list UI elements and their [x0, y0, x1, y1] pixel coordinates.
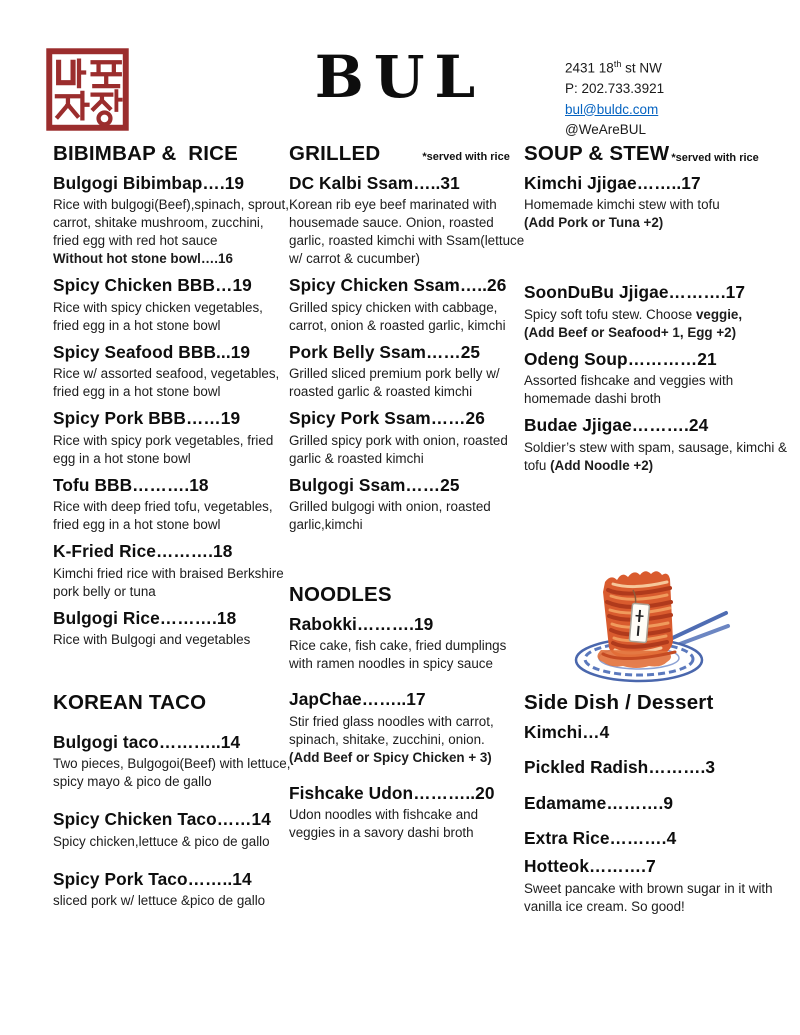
menu-item-name: Extra Rice……….4: [524, 828, 677, 849]
menu-item-name: Spicy Pork Taco……..14: [53, 868, 252, 889]
section-title: [53, 141, 291, 167]
description-segment: Rice with deep fried tofu, vegetables, fried egg in a hot stone bowl: [53, 499, 273, 533]
menu-item-description: [524, 306, 790, 342]
menu-item-name: Kimchi Jjigae……..17: [524, 172, 701, 193]
menu-item-name: Bulgogi Rice……….18: [53, 607, 237, 628]
menu-item-name: Pork Belly Ssam……25: [289, 341, 481, 362]
menu-item: [289, 173, 527, 268]
menu-item-name: SoonDuBu Jjigae……….17: [524, 282, 746, 303]
section-title-text: BIBIMBAP & RICE: [53, 142, 239, 165]
description-segment: Spicy chicken,lettuce & pico de gallo: [53, 833, 270, 849]
menu-item: [289, 408, 527, 468]
menu-item-description: [524, 880, 792, 916]
menu-item: [289, 614, 527, 674]
menu-item: [524, 415, 790, 475]
menu-item-name: Edamame……….9: [524, 792, 674, 813]
description-bold-segment: (Add Pork or Tuna +2): [524, 215, 664, 231]
menu-item-name: Spicy Chicken BBB…19: [53, 275, 252, 296]
menu-item: [289, 275, 527, 335]
menu-item: [53, 869, 291, 911]
menu-item: [289, 689, 527, 766]
description-segment: Grilled bulgogi with onion, roasted garlic,kimchi: [289, 499, 491, 533]
menu-item-name: Spicy Pork BBB……19: [53, 408, 241, 429]
description-segment: Rice w/ assorted seafood, vegetables, fried egg in a hot stone bowl: [53, 366, 280, 400]
description-segment: Stir fried glass noodles with carrot, spinach, shitake, zucchini, onion.: [289, 713, 494, 747]
menu-item-name: K-Fried Rice……….18: [53, 541, 233, 562]
menu-item-name: Odeng Soup…………21: [524, 348, 717, 369]
section-noodles: [289, 582, 527, 858]
section-title: [53, 690, 291, 716]
menu-item-name: Fishcake Udon………..20: [289, 782, 495, 803]
menu-item-name: Spicy Seafood BBB...19: [53, 341, 251, 362]
section-note: *served with rice: [422, 151, 510, 163]
section-title: [289, 582, 527, 608]
section-bibimbap-rice: [53, 141, 291, 656]
menu-item-name: Tofu BBB……….18: [53, 474, 209, 495]
description-bold-segment: (Add Noodle +2): [550, 457, 654, 473]
description-segment: Kimchi fried rice with braised Berkshire pork belly or tuna: [53, 565, 284, 599]
menu-item: [524, 173, 790, 233]
description-segment: Rice with spicy pork vegetables, fried egg in a hot stone bowl: [53, 432, 274, 466]
menu-item-name: Pickled Radish……….3: [524, 757, 716, 778]
section-title-text: KOREAN TACO: [53, 691, 207, 714]
menu-item-name: Bulgogi Ssam……25: [289, 474, 460, 495]
section-title-text: SOUP & STEW: [524, 142, 670, 165]
menu-item: [53, 541, 291, 601]
menu-item-description: [524, 439, 790, 475]
menu-item: [53, 608, 291, 650]
description-segment: Rice with spicy chicken vegetables, fried egg in a hot stone bowl: [53, 299, 263, 333]
menu-item: [53, 809, 291, 851]
menu-item: [289, 342, 527, 402]
menu-item-description: [53, 631, 291, 649]
section-title: [289, 141, 527, 167]
menu-item-name: Budae Jjigae……….24: [524, 415, 709, 436]
description-segment: Grilled spicy chicken with cabbage, carrot, onion & roasted garlic, kimchi: [289, 299, 506, 333]
menu-item-description: [289, 299, 527, 335]
contact-block: [565, 58, 664, 141]
menu-item-name: Bulgogi Bibimbap….19: [53, 172, 245, 193]
menu-item-description: [53, 892, 291, 910]
description-segment: Rice cake, fish cake, fried dumplings with ramen noodles in spicy sauce: [289, 638, 507, 672]
section-soup-stew: [524, 141, 790, 482]
description-segment: Sweet pancake with brown sugar in it with vanilla ice cream. So good!: [524, 880, 773, 914]
description-bold-segment: (Add Beef or Spicy Chicken + 3): [289, 749, 492, 765]
menu-item: [53, 342, 291, 402]
menu-item: [53, 408, 291, 468]
social-handle: @WeAreBUL: [565, 122, 646, 138]
menu-item-name: Hotteok……….7: [524, 856, 656, 877]
section-title-text: GRILLED: [289, 142, 381, 165]
menu-item: [289, 475, 527, 535]
description-segment: Korean rib eye beef marinated with housemade sauce. Onion, roasted garlic, roasted kimchi with Ssam(lettuce w/ carrot & cucumber): [289, 197, 525, 267]
menu-item-description: [53, 432, 291, 468]
description-segment: Spicy soft tofu stew. Choose: [524, 306, 696, 322]
menu-item-name: Spicy Pork Ssam……26: [289, 408, 485, 429]
menu-item: [524, 282, 790, 342]
menu-item-description: [289, 498, 527, 534]
menu-item-name: Kimchi…4: [524, 721, 610, 742]
restaurant-name: BUL: [314, 43, 486, 111]
menu-item: [524, 722, 792, 744]
menu-item-description: [53, 299, 291, 335]
section-title: [524, 690, 792, 716]
menu-item-description: [289, 432, 527, 468]
description-segment: Udon noodles with fishcake and veggies in a savory dashi broth: [289, 807, 479, 841]
address-line: 2431 18th st NW: [565, 59, 662, 76]
menu-item-description: [53, 833, 291, 851]
description-bold-segment: veggie,: [695, 306, 743, 322]
menu-item: [53, 173, 291, 268]
section-korean-taco: [53, 690, 291, 928]
menu-item-description: [289, 806, 527, 842]
menu-item-description: [524, 372, 790, 408]
menu-item-description: [289, 196, 527, 268]
menu-item-name: Bulgogi taco………..14: [53, 731, 241, 752]
kimchi-illustration: [563, 550, 735, 692]
description-segment: Rice with Bulgogi and vegetables: [53, 632, 251, 648]
menu-item: [524, 793, 792, 815]
menu-item: [524, 757, 792, 779]
section-title-text: NOODLES: [289, 583, 392, 606]
section-side-dish-dessert: [524, 690, 792, 930]
menu-item: [524, 856, 792, 916]
section-title-text: Side Dish / Dessert: [524, 691, 714, 714]
description-segment: Homemade kimchi stew with tofu: [524, 197, 720, 213]
description-segment: Rice with bulgogi(Beef),spinach, sprout, carrot, shitake mushroom, zucchini, fried egg with red hot sauce: [53, 197, 289, 249]
menu-item: [289, 783, 527, 843]
ordinal-suffix: th: [613, 59, 622, 69]
description-segment: sliced pork w/ lettuce &pico de gallo: [53, 893, 266, 909]
menu-item: [524, 349, 790, 409]
description-segment: Two pieces, Bulgogoi(Beef) with lettuce, spicy mayo & pico de gallo: [53, 756, 291, 790]
description-segment: Assorted fishcake and veggies with homemade dashi broth: [524, 373, 734, 407]
menu-item-name: Spicy Chicken Ssam…..26: [289, 275, 507, 296]
menu-item-description: [53, 365, 291, 401]
menu-item-description: [289, 637, 527, 673]
menu-item-description: [53, 196, 291, 268]
menu-item-description: [289, 365, 527, 401]
menu-item-name: JapChae……..17: [289, 689, 426, 710]
email-link[interactable]: bul@buldc.com: [565, 101, 659, 117]
menu-item-description: [289, 713, 527, 767]
menu-item-description: [524, 196, 790, 232]
menu-item-description: [53, 565, 291, 601]
menu-item: [524, 828, 792, 850]
section-grilled: [289, 141, 527, 541]
description-segment: Grilled sliced premium pork belly w/ roasted garlic & roasted kimchi: [289, 366, 500, 400]
menu-item-name: DC Kalbi Ssam…..31: [289, 172, 460, 193]
menu-item-name: Rabokki……….19: [289, 613, 434, 634]
description-segment: Soldier’s stew with spam, sausage, kimchi & tofu: [524, 439, 787, 473]
menu-item: [53, 475, 291, 535]
menu-item-name: Spicy Chicken Taco……14: [53, 809, 271, 830]
section-title: [524, 141, 790, 167]
description-bold-segment: Without hot stone bowl….16: [53, 251, 233, 267]
menu-item-description: [53, 498, 291, 534]
section-note: *served with rice: [671, 152, 759, 164]
description-bold-segment: (Add Beef or Seafood+ 1, Egg +2): [524, 324, 737, 340]
menu-item-description: [53, 755, 291, 791]
phone-line: P: 202.733.3921: [565, 81, 665, 97]
menu-item: [53, 732, 291, 792]
menu-item: [53, 275, 291, 335]
description-segment: Grilled spicy pork with onion, roasted garlic & roasted kimchi: [289, 432, 508, 466]
